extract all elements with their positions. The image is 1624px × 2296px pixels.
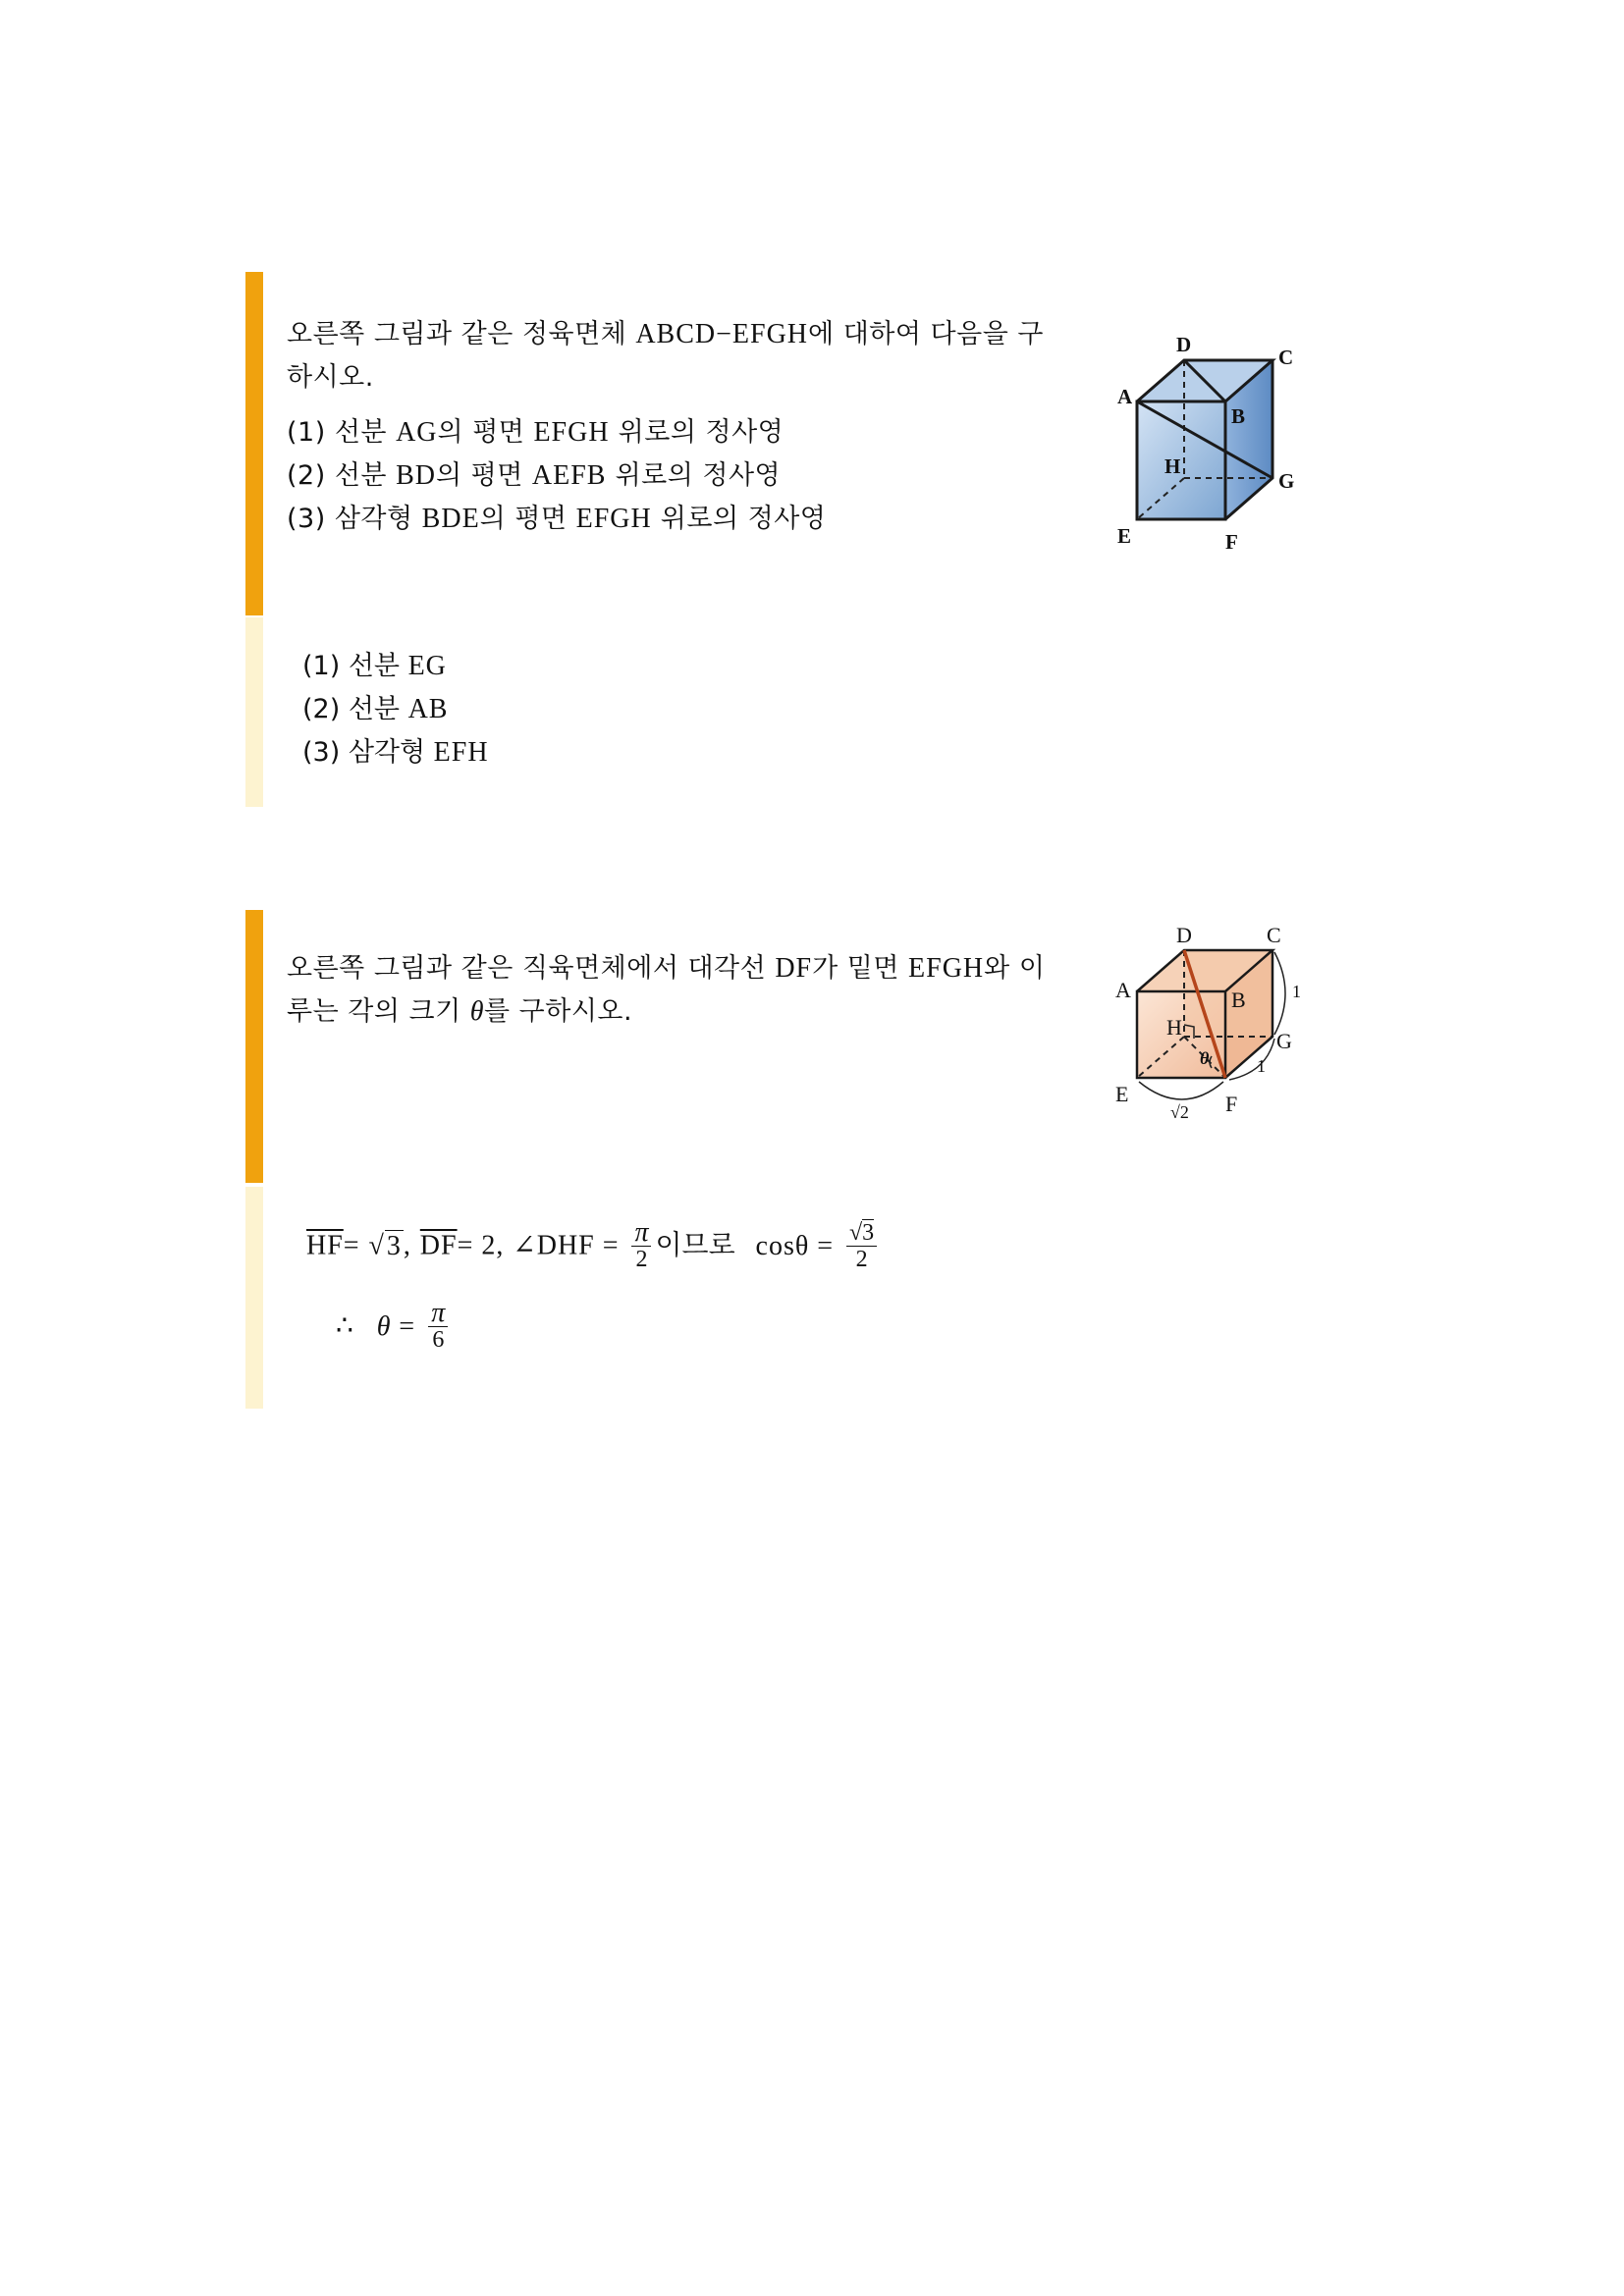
label-c: C (1267, 925, 1281, 947)
label-f: F (1225, 1092, 1238, 1116)
label-b: B (1231, 988, 1246, 1012)
label-h: H (1166, 1015, 1182, 1040)
cuboid-figure (1110, 925, 1345, 1160)
label-e: E (1115, 1082, 1129, 1106)
label-theta: θ (1200, 1048, 1210, 1068)
label-g: G (1276, 1029, 1292, 1053)
question-item-2: (2) 선분 BD의 평면 AEFB 위로의 정사영 (287, 460, 782, 491)
solution-line-2: ∴ θ = $\frac{\pi}{6}$ (336, 1301, 452, 1353)
answer-bar (245, 617, 263, 807)
label-length-fg: 1 (1257, 1056, 1266, 1076)
question-bar (245, 272, 263, 615)
label-a: A (1117, 385, 1133, 408)
label-g: G (1278, 469, 1295, 493)
label-a: A (1115, 978, 1131, 1002)
fraction-pi-over-6: $\frac{\pi}{6}$ (428, 1301, 448, 1353)
answer-text (302, 645, 489, 774)
label-d: D (1176, 333, 1192, 356)
label-length-cg: 1 (1292, 982, 1301, 1001)
question-text (287, 947, 1062, 1034)
question-intro: 오른쪽 그림과 같은 정육면체 ABCD−EFGH에 대하여 다음을 구하시오. (287, 319, 1044, 393)
label-d: D (1176, 925, 1192, 947)
cube-figure (1110, 321, 1335, 571)
fraction-pi-over-2: $\frac{\pi}{2}$ (631, 1220, 651, 1272)
question-intro: 오른쪽 그림과 같은 직육면체에서 대각선 DF가 밑면 EFGH와 이루는 각의 크기 θ를 구하시오. (287, 953, 1046, 1027)
question-bar (245, 910, 263, 1183)
question-item-1: (1) 선분 AG의 평면 EFGH 위로의 정사영 (287, 417, 785, 448)
label-b: B (1231, 404, 1246, 428)
answer-bar (245, 1187, 263, 1409)
label-c: C (1278, 346, 1294, 369)
sqrt-3: √3 (368, 1230, 402, 1261)
label-length-ef: √2 (1170, 1102, 1189, 1122)
front-face (1137, 401, 1225, 519)
answer-item-2: (2) 선분 AB (302, 694, 449, 724)
label-e: E (1117, 524, 1132, 548)
problem-2 (245, 910, 1404, 1409)
question-item-3: (3) 삼각형 BDE의 평면 EFGH 위로의 정사영 (287, 504, 827, 534)
answer-item-1: (1) 선분 EG (302, 651, 447, 681)
question-text (287, 313, 1062, 541)
solution-line-1: $\overline{HF}= √3$, $\overline{DF}= 2$, ∠DHF = $\frac{\pi}{2}$ 이므로 cosθ = $\frac{√3}{2}$ (306, 1220, 881, 1272)
problem-1 (245, 272, 1404, 807)
label-h: H (1164, 454, 1181, 478)
answer-item-3: (3) 삼각형 EFH (302, 737, 489, 768)
fraction-sqrt3-over-2: $\frac{√3}{2}$ (846, 1220, 877, 1272)
label-f: F (1225, 530, 1238, 554)
